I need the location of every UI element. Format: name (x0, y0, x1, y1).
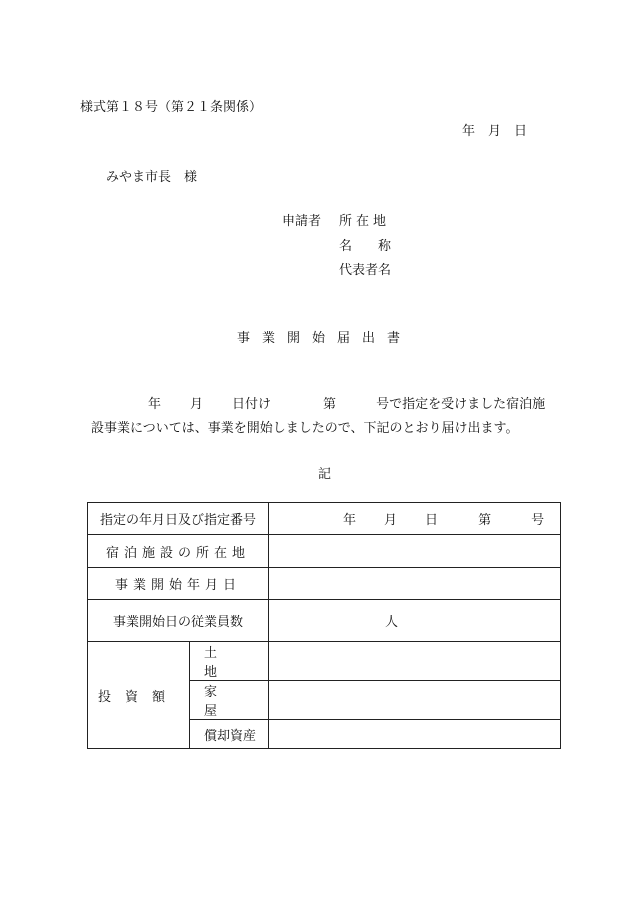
designation-month: 月 (384, 513, 398, 528)
designation-number-suffix: 号 (531, 513, 545, 528)
table-row-start-date (88, 568, 561, 600)
body-year: 年 (148, 397, 162, 412)
designation-value[interactable] (269, 503, 561, 535)
recipient: みやま市長 様 (106, 170, 198, 185)
form-number: 様式第１８号（第２１条関係） (80, 100, 263, 115)
representative-label: 代表者名 (339, 263, 392, 278)
table-row-facility-address (88, 535, 561, 568)
body-day-suffix: 日付け (232, 397, 272, 412)
form-table (87, 502, 561, 749)
table-row-land (88, 642, 561, 681)
start-date-label: 事業開始年月日 (88, 568, 269, 600)
document-title: 事業開始届出書 (237, 331, 413, 346)
designation-label: 指定の年月日及び指定番号 (88, 503, 269, 535)
table-row-employees (88, 600, 561, 642)
name-label: 名称 (339, 239, 418, 254)
designation-day: 日 (425, 513, 439, 528)
applicant-label: 申請者 (282, 214, 322, 229)
depreciable-label: 償却資産 (190, 720, 269, 749)
land-value[interactable] (269, 642, 561, 681)
employees-value[interactable] (269, 600, 561, 642)
employees-unit: 人 (385, 615, 399, 630)
designation-number-prefix: 第 (478, 513, 492, 528)
ki-heading: 記 (318, 467, 332, 482)
investment-label: 投資額 (88, 642, 190, 749)
house-label: 家屋 (190, 681, 269, 720)
body-line1-tail: 号で指定を受けました宿泊施 (376, 397, 546, 412)
employees-label: 事業開始日の従業員数 (88, 600, 269, 642)
table-row-designation (88, 503, 561, 535)
submission-date: 年 月 日 (462, 124, 528, 139)
house-value[interactable] (269, 681, 561, 720)
body-line-1 (148, 393, 545, 412)
body-number-prefix: 第 (323, 397, 337, 412)
facility-address-label: 宿泊施設の所在地 (88, 535, 269, 568)
designation-year: 年 (343, 513, 357, 528)
facility-address-value[interactable] (269, 535, 561, 568)
depreciable-value[interactable] (269, 720, 561, 749)
start-date-value[interactable] (269, 568, 561, 600)
land-label: 土地 (190, 642, 269, 681)
address-label: 所在地 (339, 214, 391, 229)
body-month: 月 (190, 397, 204, 412)
body-line-2: 設事業については、事業を開始しましたので、下記のとおり届け出ます。 (91, 421, 519, 436)
